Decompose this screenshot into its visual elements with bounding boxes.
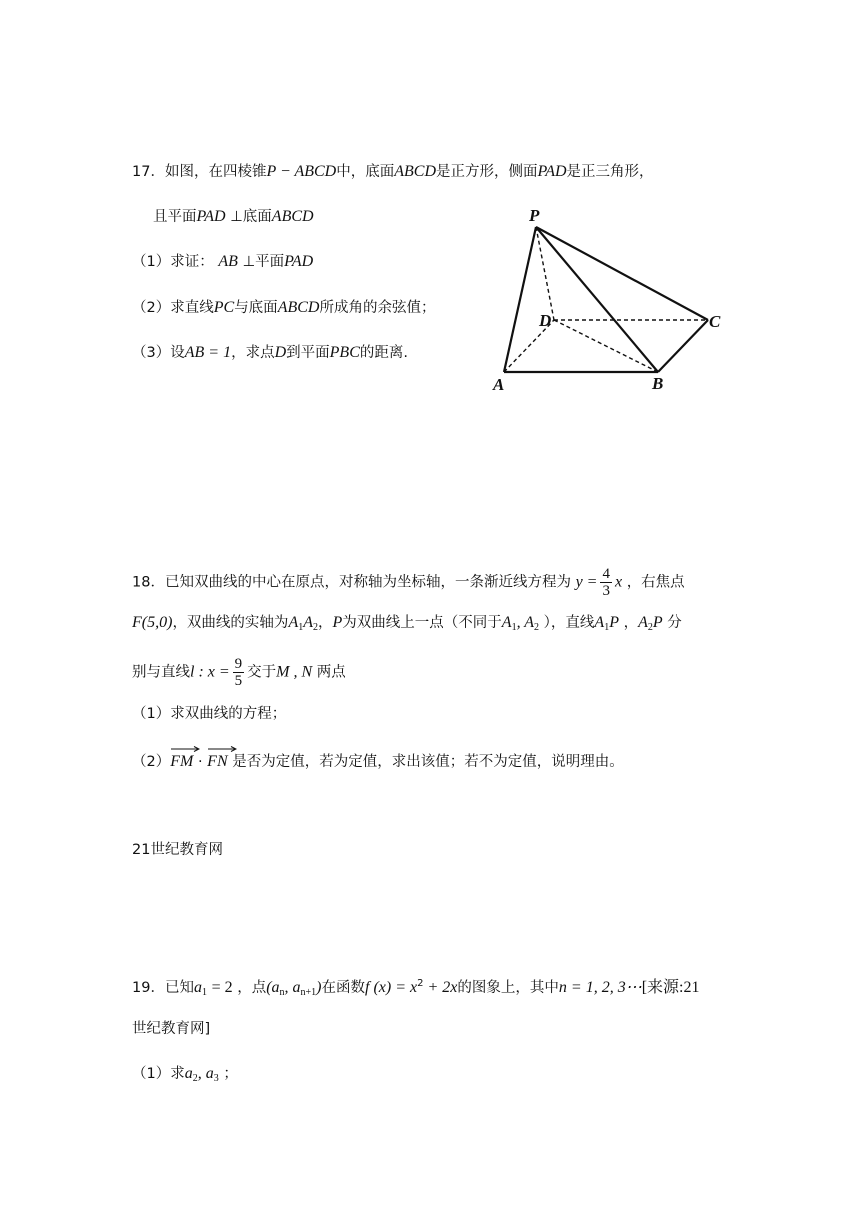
label-p: P [529,206,540,225]
q19-line1: 19．已知$a_1 = 2$ ，点($a_n$, $a_{n+1}$)在函数f $(x) = x^2 + 2x$的图象上，其中n = 1, 2, 3⋯[来源:21 [132,978,700,998]
pyramid-figure [488,205,748,405]
q19-line2: 世纪教育网] [132,1021,211,1037]
label-a: A [493,375,505,394]
vector-fn: FN [207,746,227,772]
source-watermark: 21世纪教育网 [132,842,223,858]
edge-pc [536,227,708,320]
fraction-4-3: $\frac{4}{3}$ [602,566,610,599]
q18-part1: （1）求双曲线的方程； [132,706,287,722]
q17-intro: 17．如图，在四棱锥P − ABCD中，底面ABCD是正方形，侧面PAD是正三角形， [132,163,654,180]
q18-line1: 18．已知双曲线的中心在原点，对称轴为坐标轴，一条渐近线方程为 y = $\frac{4}{3}$ x ，右焦点 [132,566,685,599]
q18-part2: （2） FM · FN 是否为定值，若为定值，求出该值；若不为定值，说明理由。 [132,746,624,772]
edge-pd [536,227,554,320]
q18-line3: 别与直线l : x = $\frac{9}{5}$ 交于M , N 两点 [132,656,346,689]
fraction-9-5: $\frac{9}{5}$ [234,656,243,689]
label-c: C [709,312,721,331]
edge-pa [504,227,536,372]
vector-fm: FM [170,746,193,772]
q17-part2: （2）求直线PC与底面ABCD所成角的余弦值； [132,299,436,316]
q17-part3: （3）设AB = 1，求点D到平面PBC的距离. [132,344,408,361]
label-b: B [652,374,664,393]
edge-pb [536,227,658,372]
q18-line2: F(5,0)，双曲线的实轴为$A_1A_2$，P为双曲线上一点（不同于$A_1$, $A_2$ ），直线$A_1P$ ，$A_2P$ 分 [132,614,682,633]
label-d: D [539,311,552,330]
edge-db [554,320,658,372]
q19-part1: （1）求$a_2$, $a_3$ ； [132,1065,238,1084]
q17-condition: 且平面PAD ⊥底面ABCD [153,208,314,225]
edge-bc [658,320,708,372]
q17-part1: （1）求证： AB ⊥平面PAD [132,253,314,270]
